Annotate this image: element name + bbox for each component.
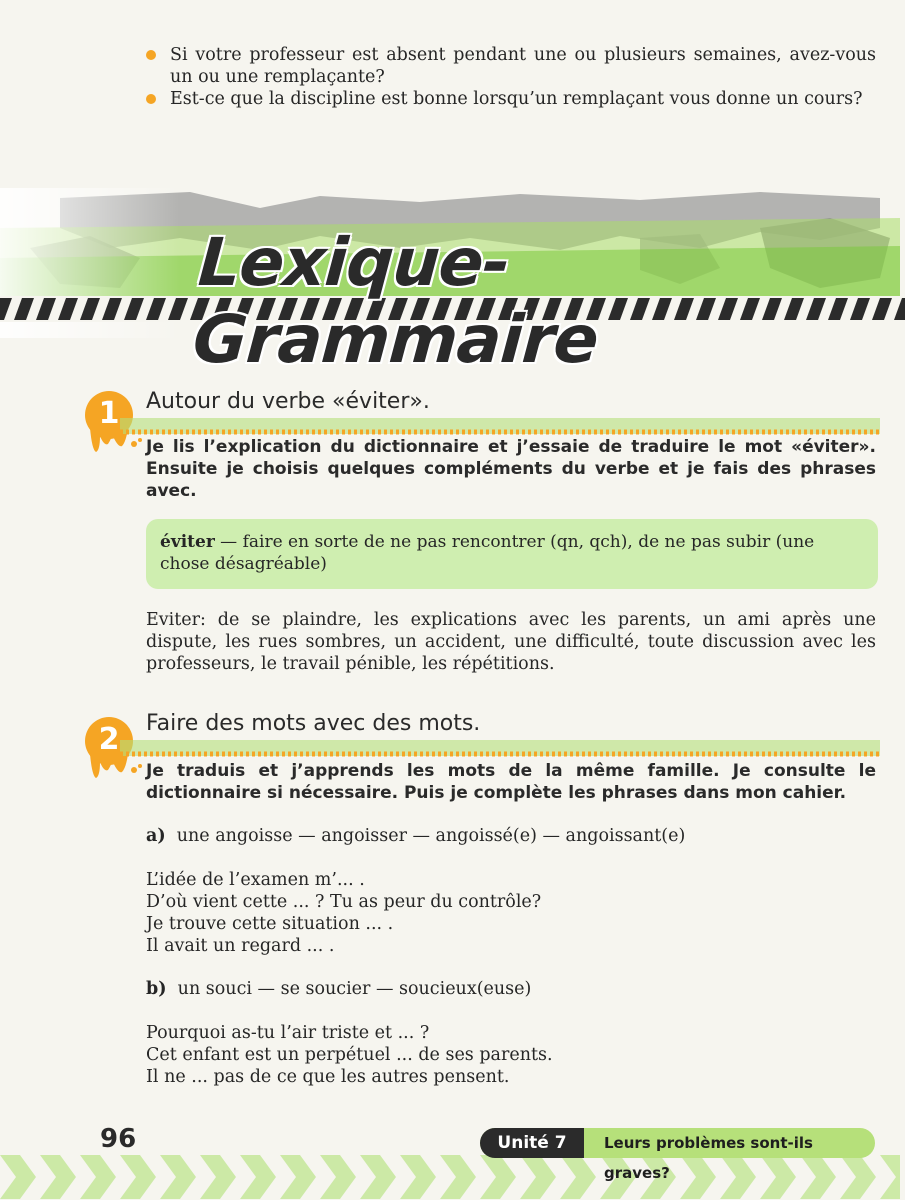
exercise-number: 1 <box>98 396 120 431</box>
exercise-instruction: Je traduis et j’apprends les mots de la même famille. Je consulte le dictionnaire si nécessaire. Puis je complète les phrases dans mon cahier. <box>146 761 876 803</box>
bullet-text: Est-ce que la discipline est bonne lorsqu’un remplaçant vous donne un cours? <box>170 89 863 109</box>
word-family-text: une angoisse — angoisser — angoissé(e) — angoissant(e) <box>176 826 686 846</box>
sentence-line: D’où vient cette ... ? Tu as peur du contrôle? <box>146 892 542 912</box>
unit-title: Leurs problèmes sont-ils graves? <box>604 1134 813 1182</box>
definition-text: — faire en sorte de ne pas rencontrer (qn, qch), de ne pas subir (une chose désagréable) <box>160 532 815 574</box>
bullet-dot-icon <box>146 50 156 60</box>
exercise-instruction: Je lis l’explication du dictionnaire et j’essaie de traduire le mot «éviter». Ensuite je choisis quelques compléments du verbe et je fais des phrases avec. <box>146 437 876 501</box>
exercise-title: Autour du verbe «éviter». <box>146 389 430 414</box>
sentence-line: Il avait un regard ... . <box>146 936 335 956</box>
intro-bullet-list <box>146 44 876 110</box>
part-label: b) <box>146 979 167 999</box>
title-divider <box>120 418 880 438</box>
part-label: a) <box>146 826 166 846</box>
word-family-a <box>146 825 685 847</box>
definition-term: éviter <box>160 532 215 552</box>
sentence-line: Pourquoi as-tu l’air triste et ... ? <box>146 1023 430 1043</box>
bullet-item <box>146 44 876 88</box>
unit-header <box>480 1128 875 1182</box>
word-family-text: un souci — se soucier — soucieux(euse) <box>177 979 532 999</box>
word-family-b <box>146 978 531 1000</box>
banner-title: Lexique-Grammaire <box>190 224 601 378</box>
page-number: 96 <box>100 1124 137 1154</box>
section-banner <box>0 188 900 378</box>
bullet-item <box>146 88 876 110</box>
unit-label: Unité 7 <box>480 1128 584 1158</box>
sentence-line: Il ne ... pas de ce que les autres pensent. <box>146 1067 510 1087</box>
bullet-dot-icon <box>146 94 156 104</box>
example-paragraph: Eviter: de se plaindre, les explications avec les parents, un ami après une dispute, les rues sombres, un accident, une difficulté, toute discussion avec les professeurs, le travail pénible, les répétitions. <box>146 610 876 674</box>
sentence-line: Cet enfant est un perpétuel ... de ses parents. <box>146 1045 553 1065</box>
bullet-text: Si votre professeur est absent pendant une ou plusieurs semaines, avez-vous un ou une remplaçante? <box>170 45 876 87</box>
exercise-title: Faire des mots avec des mots. <box>146 711 481 736</box>
sentence-line: L’idée de l’examen m’... . <box>146 870 365 890</box>
sentence-line: Je trouve cette situation ... . <box>146 914 394 934</box>
title-divider <box>120 740 880 760</box>
definition-box <box>146 519 878 589</box>
exercise-number: 2 <box>98 722 120 757</box>
